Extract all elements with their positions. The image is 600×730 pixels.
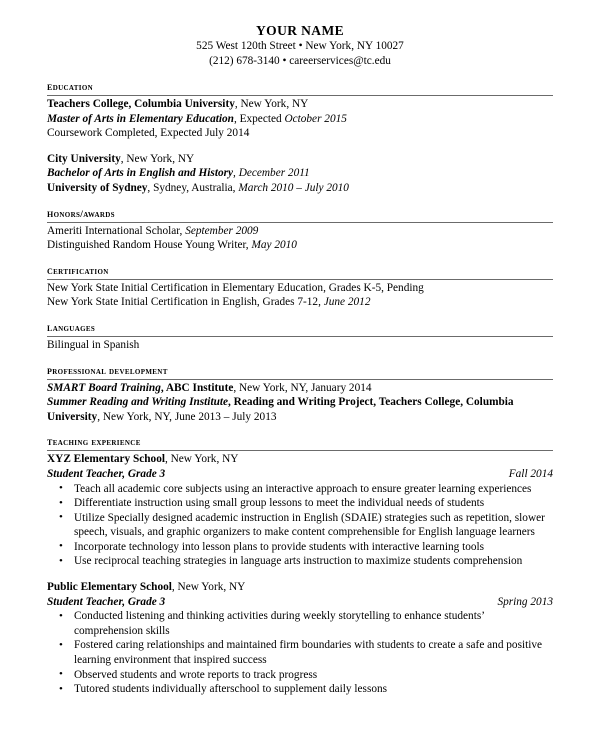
section-certification	[47, 265, 553, 310]
education-degree-date: October 2015	[284, 112, 347, 125]
job-bullet: • Use reciprocal teaching strategies in language arts instruction to maximize students comprehension	[47, 554, 553, 569]
section-title-teaching-experience: teaching experience	[47, 436, 553, 451]
spacer	[47, 569, 553, 580]
job-role: Student Teacher, Grade 3	[47, 467, 166, 480]
job-bullet: • Observed students and wrote reports to track progress	[47, 668, 553, 683]
section-title-professional-development: professional development	[47, 365, 553, 380]
pd-org: , Reading and Writing Project, Teachers College, Columbia University	[47, 396, 514, 423]
job-bullet-list	[47, 482, 553, 570]
job-location: , New York, NY	[164, 453, 239, 466]
job-employer-line	[47, 580, 553, 595]
job-bullet: • Incorporate technology into lesson plans to provide students with interactive learning tools	[47, 540, 553, 555]
language-item: Bilingual in Spanish	[47, 338, 140, 351]
job-title-row	[47, 595, 553, 610]
pd-details: , New York, NY, January 2014	[233, 381, 372, 394]
education-study-abroad-line	[47, 181, 553, 196]
job-role: Student Teacher, Grade 3	[47, 595, 166, 608]
education-entry	[47, 152, 553, 196]
section-honors-awards	[47, 208, 553, 253]
section-teaching-experience	[47, 436, 553, 697]
education-location: , New York, NY	[120, 152, 195, 165]
honor-item	[47, 224, 553, 239]
section-education	[47, 81, 553, 196]
education-degree-suffix: ,	[233, 167, 239, 180]
pd-details: , New York, NY, June 2013 – July 2013	[97, 410, 277, 423]
certification-text: New York State Initial Certification in Elementary Education, Grades K-5, Pending	[47, 281, 424, 294]
job-bullet: • Teach all academic core subjects using an interactive approach to ensure greater learning experiences	[47, 482, 553, 497]
education-school: City University	[47, 152, 121, 165]
professional-development-entry	[47, 381, 553, 396]
professional-development-entry	[47, 395, 553, 424]
education-degree-date: December 2011	[238, 167, 310, 180]
spacer	[47, 141, 553, 152]
job-employer: XYZ Elementary School	[47, 453, 165, 466]
study-abroad-school: University of Sydney	[47, 181, 148, 194]
job-date: Fall 2014	[508, 467, 553, 480]
honor-date: May 2010	[251, 239, 297, 252]
pd-program: Summer Reading and Writing Institute	[47, 396, 229, 409]
study-abroad-date: March 2010 – July 2010	[238, 181, 349, 194]
education-degree-line	[47, 166, 553, 181]
section-title-languages: languages	[47, 322, 553, 337]
honor-name: Ameriti International Scholar,	[47, 224, 186, 237]
honor-item	[47, 238, 553, 253]
job-employer: Public Elementary School	[47, 581, 172, 594]
candidate-address: 525 West 120th Street • New York, NY 10027	[196, 40, 404, 52]
education-entry	[47, 97, 553, 141]
section-title-honors-awards: honors/awards	[47, 208, 553, 223]
job-bullet: • Conducted listening and thinking activities during weekly storytelling to enhance students’ comprehension skills	[47, 609, 553, 638]
job-date: Spring 2013	[497, 595, 553, 608]
section-professional-development	[47, 365, 553, 425]
section-title-certification: certification	[47, 265, 553, 280]
education-degree-suffix: , Expected	[233, 112, 285, 125]
job-location: , New York, NY	[171, 581, 246, 594]
education-degree: Bachelor of Arts in English and History	[47, 167, 234, 180]
study-abroad-location: , Sydney, Australia,	[147, 181, 239, 194]
honor-date: September 2009	[185, 224, 259, 237]
section-title-education: education	[47, 81, 553, 96]
resume-header	[47, 22, 553, 69]
candidate-name: YOUR NAME	[256, 23, 344, 38]
job-bullet: • Utilize Specially designed academic instruction in English (SDAIE) strategies such as repetition, slower speech, visuals, and graphic organizers to make content comprehensible for English language learners	[47, 511, 553, 540]
certification-text: New York State Initial Certification in English, Grades 7-12,	[47, 296, 324, 309]
certification-item	[47, 295, 553, 310]
certification-item	[47, 281, 553, 296]
education-school: Teachers College, Columbia University	[47, 98, 235, 110]
pd-org: , ABC Institute	[160, 381, 234, 394]
job-entry	[47, 452, 553, 569]
pd-program: SMART Board Training	[47, 381, 161, 394]
job-bullet-list	[47, 609, 553, 697]
certification-date: June 2012	[323, 296, 371, 309]
job-entry	[47, 580, 553, 697]
job-bullet: • Differentiate instruction using small group lessons to meet the individual needs of students	[47, 496, 553, 511]
job-bullet: • Tutored students individually afterschool to supplement daily lessons	[47, 682, 553, 697]
education-note: Coursework Completed, Expected July 2014	[47, 127, 250, 140]
education-school-line	[47, 152, 553, 167]
education-location: , New York, NY	[234, 98, 309, 110]
education-school-line	[47, 97, 553, 112]
education-degree-line	[47, 112, 553, 127]
section-languages	[47, 322, 553, 353]
honor-name: Distinguished Random House Young Writer,	[47, 239, 252, 252]
job-bullet: • Fostered caring relationships and maintained firm boundaries with students to create a safe and positive learning environment that inspired success	[47, 638, 553, 667]
job-title-row	[47, 467, 553, 482]
education-degree: Master of Arts in Elementary Education	[47, 112, 234, 125]
candidate-contact: (212) 678-3140 • careerservices@tc.edu	[209, 55, 391, 67]
job-employer-line	[47, 452, 553, 467]
